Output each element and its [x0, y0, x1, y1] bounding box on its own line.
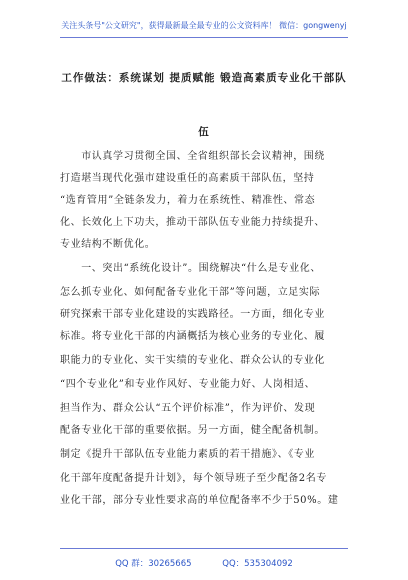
body-line: 化、长效化上下功夫，推动干部队伍专业能力持续提升、	[60, 217, 325, 228]
footer	[0, 557, 408, 569]
document-title-line-2: 伍	[198, 126, 210, 138]
body-line: 担当作为、群众公认“五个评价标准”，作为评价、发现	[60, 403, 316, 414]
footer-qq-group: QQ 群：30265665	[115, 559, 192, 569]
body-line: 业化干部，部分专业性要求高的单位配备率不少于50%。建	[60, 495, 339, 506]
header-divider	[60, 37, 348, 38]
body-line: 化干部年度配备提升计划》，每个领导班子至少配备2名专	[60, 473, 327, 484]
body-line: 标准。将专业化干部的内涵概括为核心业务的专业化、履	[60, 331, 325, 342]
body-line: 一、突出“系统化设计”。围绕解决“什么是专业化、	[60, 263, 321, 274]
body-line: 市认真学习贯彻全国、全省组织部长会议精神，围绕	[60, 151, 325, 162]
body-line: 研究探索干部专业化建设的实践路径。一方面，细化专业	[60, 309, 325, 320]
document-title-line-1: 工作做法：系统谋划 提质赋能 锻造高素质专业化干部队	[61, 72, 347, 84]
body-line: 配备专业化干部的重要依据。另一方面，健全配备机制。	[60, 425, 325, 436]
body-line: 制定《提升干部队伍专业能力素质的若干措施》、《专业	[60, 449, 315, 460]
body-line: 怎么抓专业化、如何配备专业化干部”等问题，立足实际	[60, 287, 321, 298]
body-line: “四个专业化”和专业作风好、专业能力好、人岗相适、	[60, 379, 316, 390]
footer-divider	[60, 548, 348, 549]
body-line: “选育管用”全链条发力，着力在系统性、精准性、常态	[60, 195, 316, 206]
body-line: 专业结构不断优化。	[60, 239, 156, 250]
body-line: 职能力的专业化、实干实绩的专业化、群众公认的专业化	[60, 355, 325, 366]
footer-qq: QQ：535304092	[222, 559, 293, 569]
header-note: 关注头条号"公文研究"，获得最新最全最专业的公文资料库！ 微信：gongwenyj	[61, 21, 347, 30]
body-line: 打造堪当现代化强市建设重任的高素质干部队伍，坚持	[60, 173, 315, 184]
